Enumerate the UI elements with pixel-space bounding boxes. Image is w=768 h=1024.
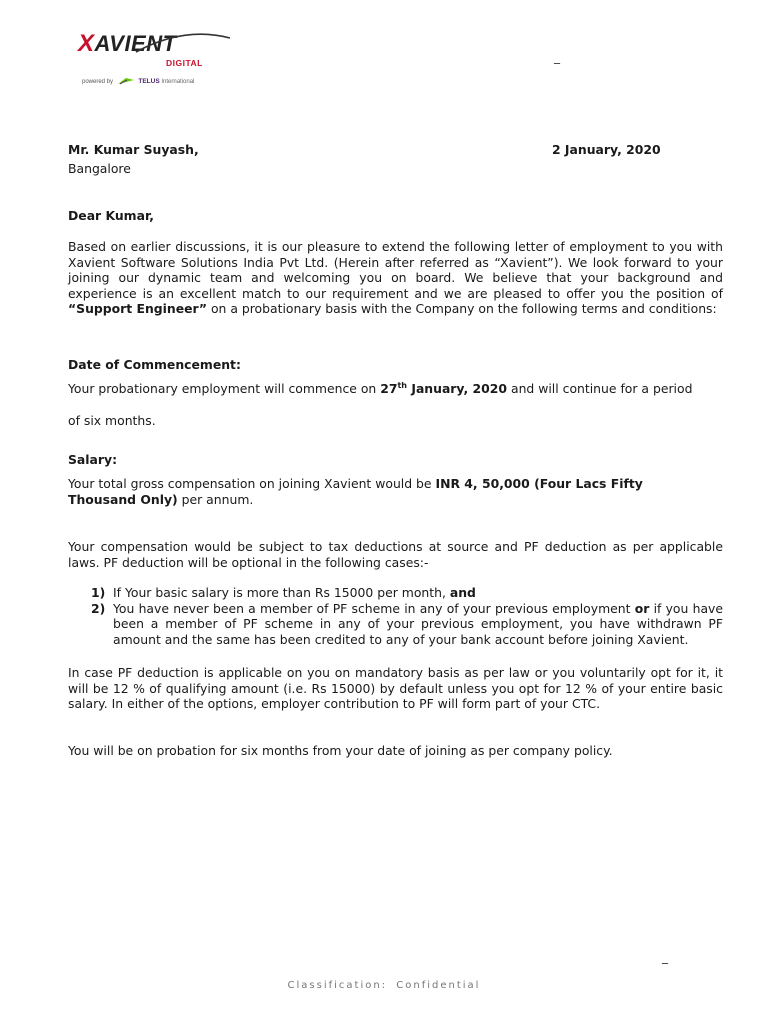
- pf-case-2-text-1: You have never been a member of PF scheme in any of your previous employment: [113, 600, 635, 616]
- pf-case-1: [68, 585, 723, 601]
- letter-date: 2 January, 2020: [552, 142, 661, 157]
- salary-heading: Salary:: [68, 452, 118, 467]
- logo-brand-rest: AVIENT: [94, 31, 177, 56]
- intro-text-2: on a probationary basis with the Company on the following terms and conditions:: [207, 301, 717, 317]
- recipient-name: Mr. Kumar Suyash,: [68, 142, 199, 157]
- recipient-city: Bangalore: [68, 161, 131, 176]
- footer-mark: _: [662, 950, 668, 964]
- commencement-heading: Date of Commencement:: [68, 357, 241, 372]
- pf-intro: Your compensation would be subject to tax deductions at source and PF deduction as per applicable laws. PF deduction will be optional in the following cases:-: [68, 539, 723, 570]
- pf-case-2-text-2: if you have been a member of PF scheme in any of your previous employment, you have withdrawn PF amount and the same has been credited to any of your bank account before joining Xavient.: [113, 600, 723, 647]
- commencement-text-1: Your probationary employment will commence on: [68, 381, 381, 396]
- pf-case-2-num: 2): [91, 600, 106, 616]
- header-mark: _: [554, 50, 560, 64]
- logo-swoosh-icon: [134, 32, 234, 56]
- position-title: “Support Engineer”: [68, 301, 208, 317]
- telus-leaf-icon: [117, 77, 135, 85]
- powered-by-label: powered by: [82, 79, 114, 85]
- commencement-month-year: January, 2020: [407, 381, 508, 396]
- pf-case-1-num: 1): [91, 585, 106, 600]
- international-label: International: [161, 79, 195, 85]
- commencement-text-2: and will continue for a period: [507, 381, 693, 396]
- logo-x: X: [78, 30, 95, 57]
- pf-case-1-text: If Your basic salary is more than Rs 15000 per month,: [113, 585, 450, 600]
- commencement-day: 27: [380, 381, 398, 396]
- logo-powered-by: [82, 74, 194, 91]
- company-logo: [74, 26, 234, 86]
- intro-paragraph: [68, 239, 723, 317]
- pf-case-2: [68, 601, 723, 648]
- salary-amount: INR 4, 50,000 (Four Lacs Fifty Thousand Only): [68, 476, 643, 507]
- salary-paragraph: [68, 476, 668, 507]
- salary-text-1: Your total gross compensation on joining Xavient would be: [68, 476, 436, 491]
- telus-label: TELUS: [138, 78, 160, 85]
- pf-case-1-and: and: [449, 585, 476, 600]
- salutation: Dear Kumar,: [68, 208, 154, 223]
- pf-mandatory-paragraph: In case PF deduction is applicable on you on mandatory basis as per law or you voluntarily opt for it, it will be 12 % of qualifying amount (i.e. Rs 15000) by default unless you opt for 12 % of your entire basic salary. In either of the options, employer contribution to PF will form part of your CTC.: [68, 665, 723, 712]
- commencement-date: [380, 381, 507, 396]
- commencement-line: [68, 381, 728, 397]
- probation-paragraph: You will be on probation for six months from your date of joining as per company policy.: [68, 743, 613, 758]
- logo-digital: DIGITAL: [166, 58, 203, 68]
- salary-text-2: per annum.: [177, 491, 254, 507]
- commencement-day-suffix: th: [397, 380, 408, 390]
- commencement-period: of six months.: [68, 413, 156, 428]
- classification-footer: Classification: Confidential: [287, 980, 481, 991]
- intro-text-1: Based on earlier discussions, it is our pleasure to extend the following letter of employment to you with Xavient Software Solutions India Pvt Ltd. (Herein after referred as “Xavient”). We look forward to your joining our dynamic team and welcoming you on board. We believe that your background and experience is an excellent match to our requirement and we are pleased to offer you the position of: [68, 239, 723, 301]
- pf-case-2-or: or: [634, 600, 650, 616]
- pf-cases-list: [68, 585, 723, 647]
